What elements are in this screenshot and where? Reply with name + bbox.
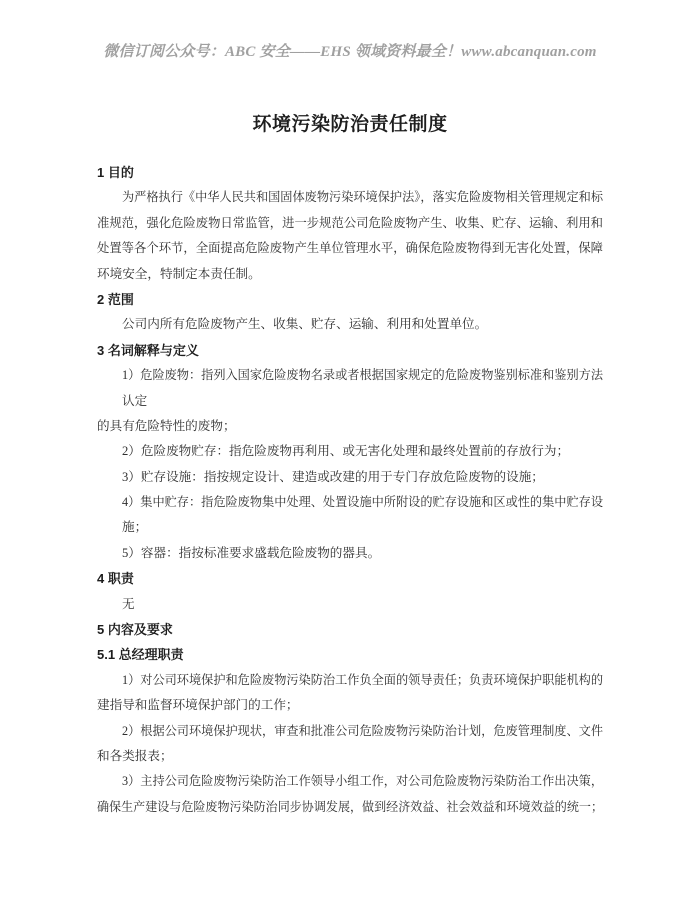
text-line — [97, 262, 603, 287]
heading-text: 4 职责 — [97, 571, 134, 587]
line-text: 公司内所有危险废物产生、收集、贮存、运输、利用和处置单位。 — [122, 317, 488, 332]
line-text: 2）根据公司环境保护现状，审查和批准公司危险废物污染防治计划，危废管理制度、文件 — [122, 723, 603, 738]
line-text: 处置等各个环节，全面提高危险废物产生单位管理水平，确保危险废物得到无害化处置，保障 — [97, 241, 603, 256]
line-text: 环境安全，特制定本责任制。 — [97, 266, 261, 281]
text-line — [97, 312, 603, 337]
document-title: 环境污染防治责任制度 — [252, 114, 448, 135]
text-line — [97, 363, 603, 388]
line-text: 建指导和监督环境保护部门的工作； — [97, 698, 299, 713]
text-line — [97, 490, 603, 515]
heading-text: 2 范围 — [97, 291, 134, 307]
line-text: 为严格执行《中华人民共和国固体废物污染环境保护法》，落实危险废物相关管理规定和标 — [122, 190, 603, 205]
document-body — [97, 160, 603, 820]
text-line — [97, 719, 603, 744]
section-heading-purpose — [97, 160, 603, 185]
line-text: 2）危险废物贮存：指危险废物再利用、或无害化处理和最终处置前的存放行为； — [122, 444, 570, 459]
line-text: 1）对公司环境保护和危险废物污染防治工作负全面的领导责任；负责环境保护职能机构的 — [122, 672, 603, 687]
text-line — [97, 541, 603, 566]
line-text: 确保生产建设与危险废物污染防治同步协调发展，做到经济效益、社会效益和环境效益的统一； — [97, 799, 603, 814]
text-line — [97, 389, 603, 414]
text-line — [97, 515, 603, 540]
text-line — [97, 236, 603, 261]
line-text: 4）集中贮存：指危险废物集中处理、处置设施中所附设的贮存设施和区或性的集中贮存设 — [122, 495, 603, 510]
line-text: 和各类报表； — [97, 748, 173, 763]
section-heading-scope — [97, 287, 603, 312]
text-line — [97, 592, 603, 617]
text-line — [97, 414, 603, 439]
line-text: 3）主持公司危险废物污染防治工作领导小组工作，对公司危险废物污染防治工作出决策， — [122, 774, 603, 789]
line-text: 的具有危险特性的废物； — [97, 418, 236, 433]
line-text: 1）危险废物：指列入国家危险废物名录或者根据国家规定的危险废物鉴别标准和鉴别方法 — [122, 368, 603, 383]
heading-text: 1 目的 — [97, 165, 134, 180]
text-line — [97, 211, 603, 236]
text-line — [97, 439, 603, 464]
heading-text: 5 内容及要求 — [97, 622, 173, 638]
line-text: 准规范，强化危险废物日常监管，进一步规范公司危险废物产生、收集、贮存、运输、利用和 — [97, 215, 603, 230]
heading-text: 3 名词解释与定义 — [97, 342, 199, 358]
line-text: 认定 — [122, 393, 148, 408]
watermark-header-note: 微信订阅公众号：ABC 安全——EHS 领域资料最全！www.abcanquan.com — [103, 44, 597, 60]
line-text: 施； — [122, 520, 148, 535]
text-line — [97, 668, 603, 693]
text-line — [97, 795, 603, 820]
text-line — [97, 185, 603, 210]
text-line — [97, 769, 603, 794]
section-heading-terms — [97, 338, 603, 363]
subsection-heading-gm — [97, 642, 603, 667]
heading-text: 5.1 总经理职责 — [97, 647, 184, 663]
line-text: 5）容器：指按标准要求盛载危险废物的器具。 — [122, 545, 381, 560]
line-text: 3）贮存设施：指按规定设计、建造或改建的用于专门存放危险废物的设施； — [122, 469, 544, 484]
text-line — [97, 465, 603, 490]
line-text: 无 — [122, 596, 135, 611]
text-line — [97, 693, 603, 718]
text-line — [97, 744, 603, 769]
section-heading-content — [97, 617, 603, 642]
section-heading-duty — [97, 566, 603, 591]
